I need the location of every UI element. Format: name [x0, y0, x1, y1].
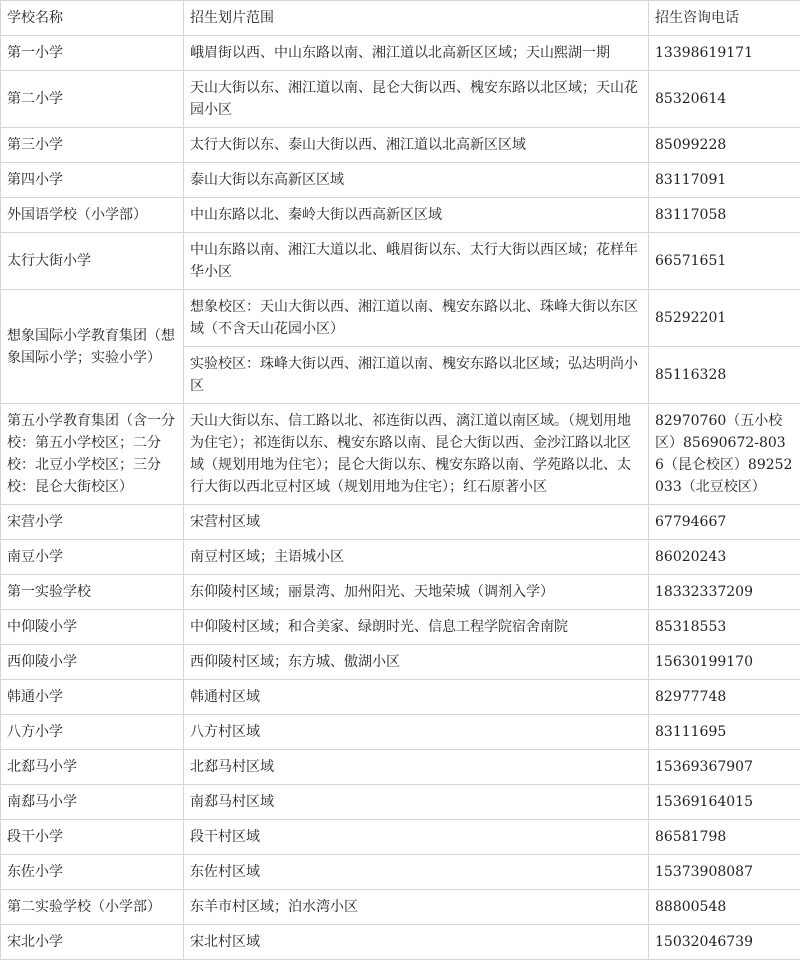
school-name-cell: 第一实验学校: [1, 575, 184, 610]
table-row: [1, 750, 800, 785]
enrollment-area-cell: 峨眉街以西、中山东路以南、湘江道以北高新区区域；天山熙湖一期: [184, 36, 649, 71]
enrollment-area-cell: 中山东路以南、湘江大道以北、峨眉街以东、太行大街以西区域；花样年华小区: [184, 233, 649, 290]
phone-cell: 85099228: [649, 128, 800, 163]
table-row: [1, 820, 800, 855]
table-row: [1, 233, 800, 290]
table-row: [1, 505, 800, 540]
enrollment-area-cell: 东佐村区域: [184, 855, 649, 890]
enrollment-area-cell: 韩通村区域: [184, 680, 649, 715]
table-row: [1, 610, 800, 645]
table-row: [1, 715, 800, 750]
school-name-cell: 北郄马小学: [1, 750, 184, 785]
phone-cell: 88800548: [649, 890, 800, 925]
school-name-cell: 宋营小学: [1, 505, 184, 540]
phone-cell: 85320614: [649, 71, 800, 128]
table-row: [1, 540, 800, 575]
table-row: [1, 36, 800, 71]
school-name-cell: 第一小学: [1, 36, 184, 71]
table-body: [1, 36, 800, 960]
phone-cell: 82970760（五小校区）85690672-8036（昆仑校区）89252033（北豆校区）: [649, 404, 800, 505]
enrollment-area-cell: 天山大街以东、湘江道以南、昆仑大街以西、槐安东路以北区域；天山花园小区: [184, 71, 649, 128]
table-row: [1, 575, 800, 610]
table-row: [1, 855, 800, 890]
school-name-cell: 中仰陵小学: [1, 610, 184, 645]
table-row: [1, 785, 800, 820]
enrollment-area-cell: 南豆村区域；主语城小区: [184, 540, 649, 575]
enrollment-area-cell: 东羊市村区域；泊水湾小区: [184, 890, 649, 925]
phone-cell: 15369164015: [649, 785, 800, 820]
phone-cell: 18332337209: [649, 575, 800, 610]
table-row: [1, 890, 800, 925]
enrollment-area-cell: 泰山大街以东高新区区域: [184, 163, 649, 198]
phone-cell: 85318553: [649, 610, 800, 645]
enrollment-area-cell: 南郄马村区域: [184, 785, 649, 820]
enrollment-area-cell: 想象校区：天山大街以西、湘江道以南、槐安东路以北、珠峰大街以东区域（不含天山花园小区）: [184, 290, 649, 347]
school-name-cell: 八方小学: [1, 715, 184, 750]
table-row: [1, 71, 800, 128]
phone-cell: 67794667: [649, 505, 800, 540]
enrollment-area-cell: 宋营村区域: [184, 505, 649, 540]
enrollment-area-cell: 段干村区域: [184, 820, 649, 855]
phone-cell: 15369367907: [649, 750, 800, 785]
school-name-cell: 西仰陵小学: [1, 645, 184, 680]
table-row: [1, 290, 800, 347]
table-row: [1, 680, 800, 715]
school-name-cell: 想象国际小学教育集团（想象国际小学；实验小学）: [1, 290, 184, 404]
phone-cell: 85116328: [649, 347, 800, 404]
school-name-cell: 太行大街小学: [1, 233, 184, 290]
phone-cell: 85292201: [649, 290, 800, 347]
phone-cell: 82977748: [649, 680, 800, 715]
phone-cell: 13398619171: [649, 36, 800, 71]
phone-cell: 86581798: [649, 820, 800, 855]
phone-cell: 83111695: [649, 715, 800, 750]
enrollment-area-cell: 天山大街以东、信工路以北、祁连街以西、漓江道以南区域。（规划用地为住宅）；祁连街以东、槐安东路以南、昆仑大街以西、金沙江路以北区域（规划用地为住宅）；昆仑大街以东、槐安东路以南、学苑路以北、太行大街以西北豆村区域（规划用地为住宅）；红石原著小区: [184, 404, 649, 505]
table-row: [1, 198, 800, 233]
school-name-cell: 段干小学: [1, 820, 184, 855]
phone-cell: 83117091: [649, 163, 800, 198]
enrollment-area-cell: 实验校区：珠峰大街以西、湘江道以南、槐安东路以北区域；弘达明尚小区: [184, 347, 649, 404]
school-name-cell: 第二实验学校（小学部）: [1, 890, 184, 925]
enrollment-area-cell: 八方村区域: [184, 715, 649, 750]
header-school-name: 学校名称: [1, 1, 184, 36]
phone-cell: 15032046739: [649, 925, 800, 960]
school-name-cell: 第三小学: [1, 128, 184, 163]
school-name-cell: 第二小学: [1, 71, 184, 128]
enrollment-area-cell: 北郄马村区域: [184, 750, 649, 785]
table-row: [1, 925, 800, 960]
school-name-cell: 第五小学教育集团（含一分校：第五小学校区；二分校：北豆小学校区；三分校：昆仑大街校区）: [1, 404, 184, 505]
phone-cell: 15630199170: [649, 645, 800, 680]
school-name-cell: 宋北小学: [1, 925, 184, 960]
header-consult-phone: 招生咨询电话: [649, 1, 800, 36]
phone-cell: 66571651: [649, 233, 800, 290]
enrollment-area-cell: 西仰陵村区域；东方城、傲湖小区: [184, 645, 649, 680]
school-name-cell: 南豆小学: [1, 540, 184, 575]
enrollment-area-cell: 中仰陵村区域；和合美家、绿朗时光、信息工程学院宿舍南院: [184, 610, 649, 645]
phone-cell: 15373908087: [649, 855, 800, 890]
phone-cell: 86020243: [649, 540, 800, 575]
enrollment-area-cell: 中山东路以北、秦岭大街以西高新区区域: [184, 198, 649, 233]
school-name-cell: 第四小学: [1, 163, 184, 198]
table-row: [1, 128, 800, 163]
enrollment-area-cell: 宋北村区域: [184, 925, 649, 960]
table-row: [1, 404, 800, 505]
table-header-row: [1, 1, 800, 36]
table-row: [1, 645, 800, 680]
table-row: [1, 163, 800, 198]
enrollment-area-cell: 东仰陵村区域；丽景湾、加州阳光、天地荣城（调剂入学）: [184, 575, 649, 610]
school-name-cell: 外国语学校（小学部）: [1, 198, 184, 233]
school-name-cell: 韩通小学: [1, 680, 184, 715]
phone-cell: 83117058: [649, 198, 800, 233]
enrollment-area-cell: 太行大街以东、泰山大街以西、湘江道以北高新区区域: [184, 128, 649, 163]
school-name-cell: 南郄马小学: [1, 785, 184, 820]
header-enrollment-area: 招生划片范围: [184, 1, 649, 36]
school-name-cell: 东佐小学: [1, 855, 184, 890]
